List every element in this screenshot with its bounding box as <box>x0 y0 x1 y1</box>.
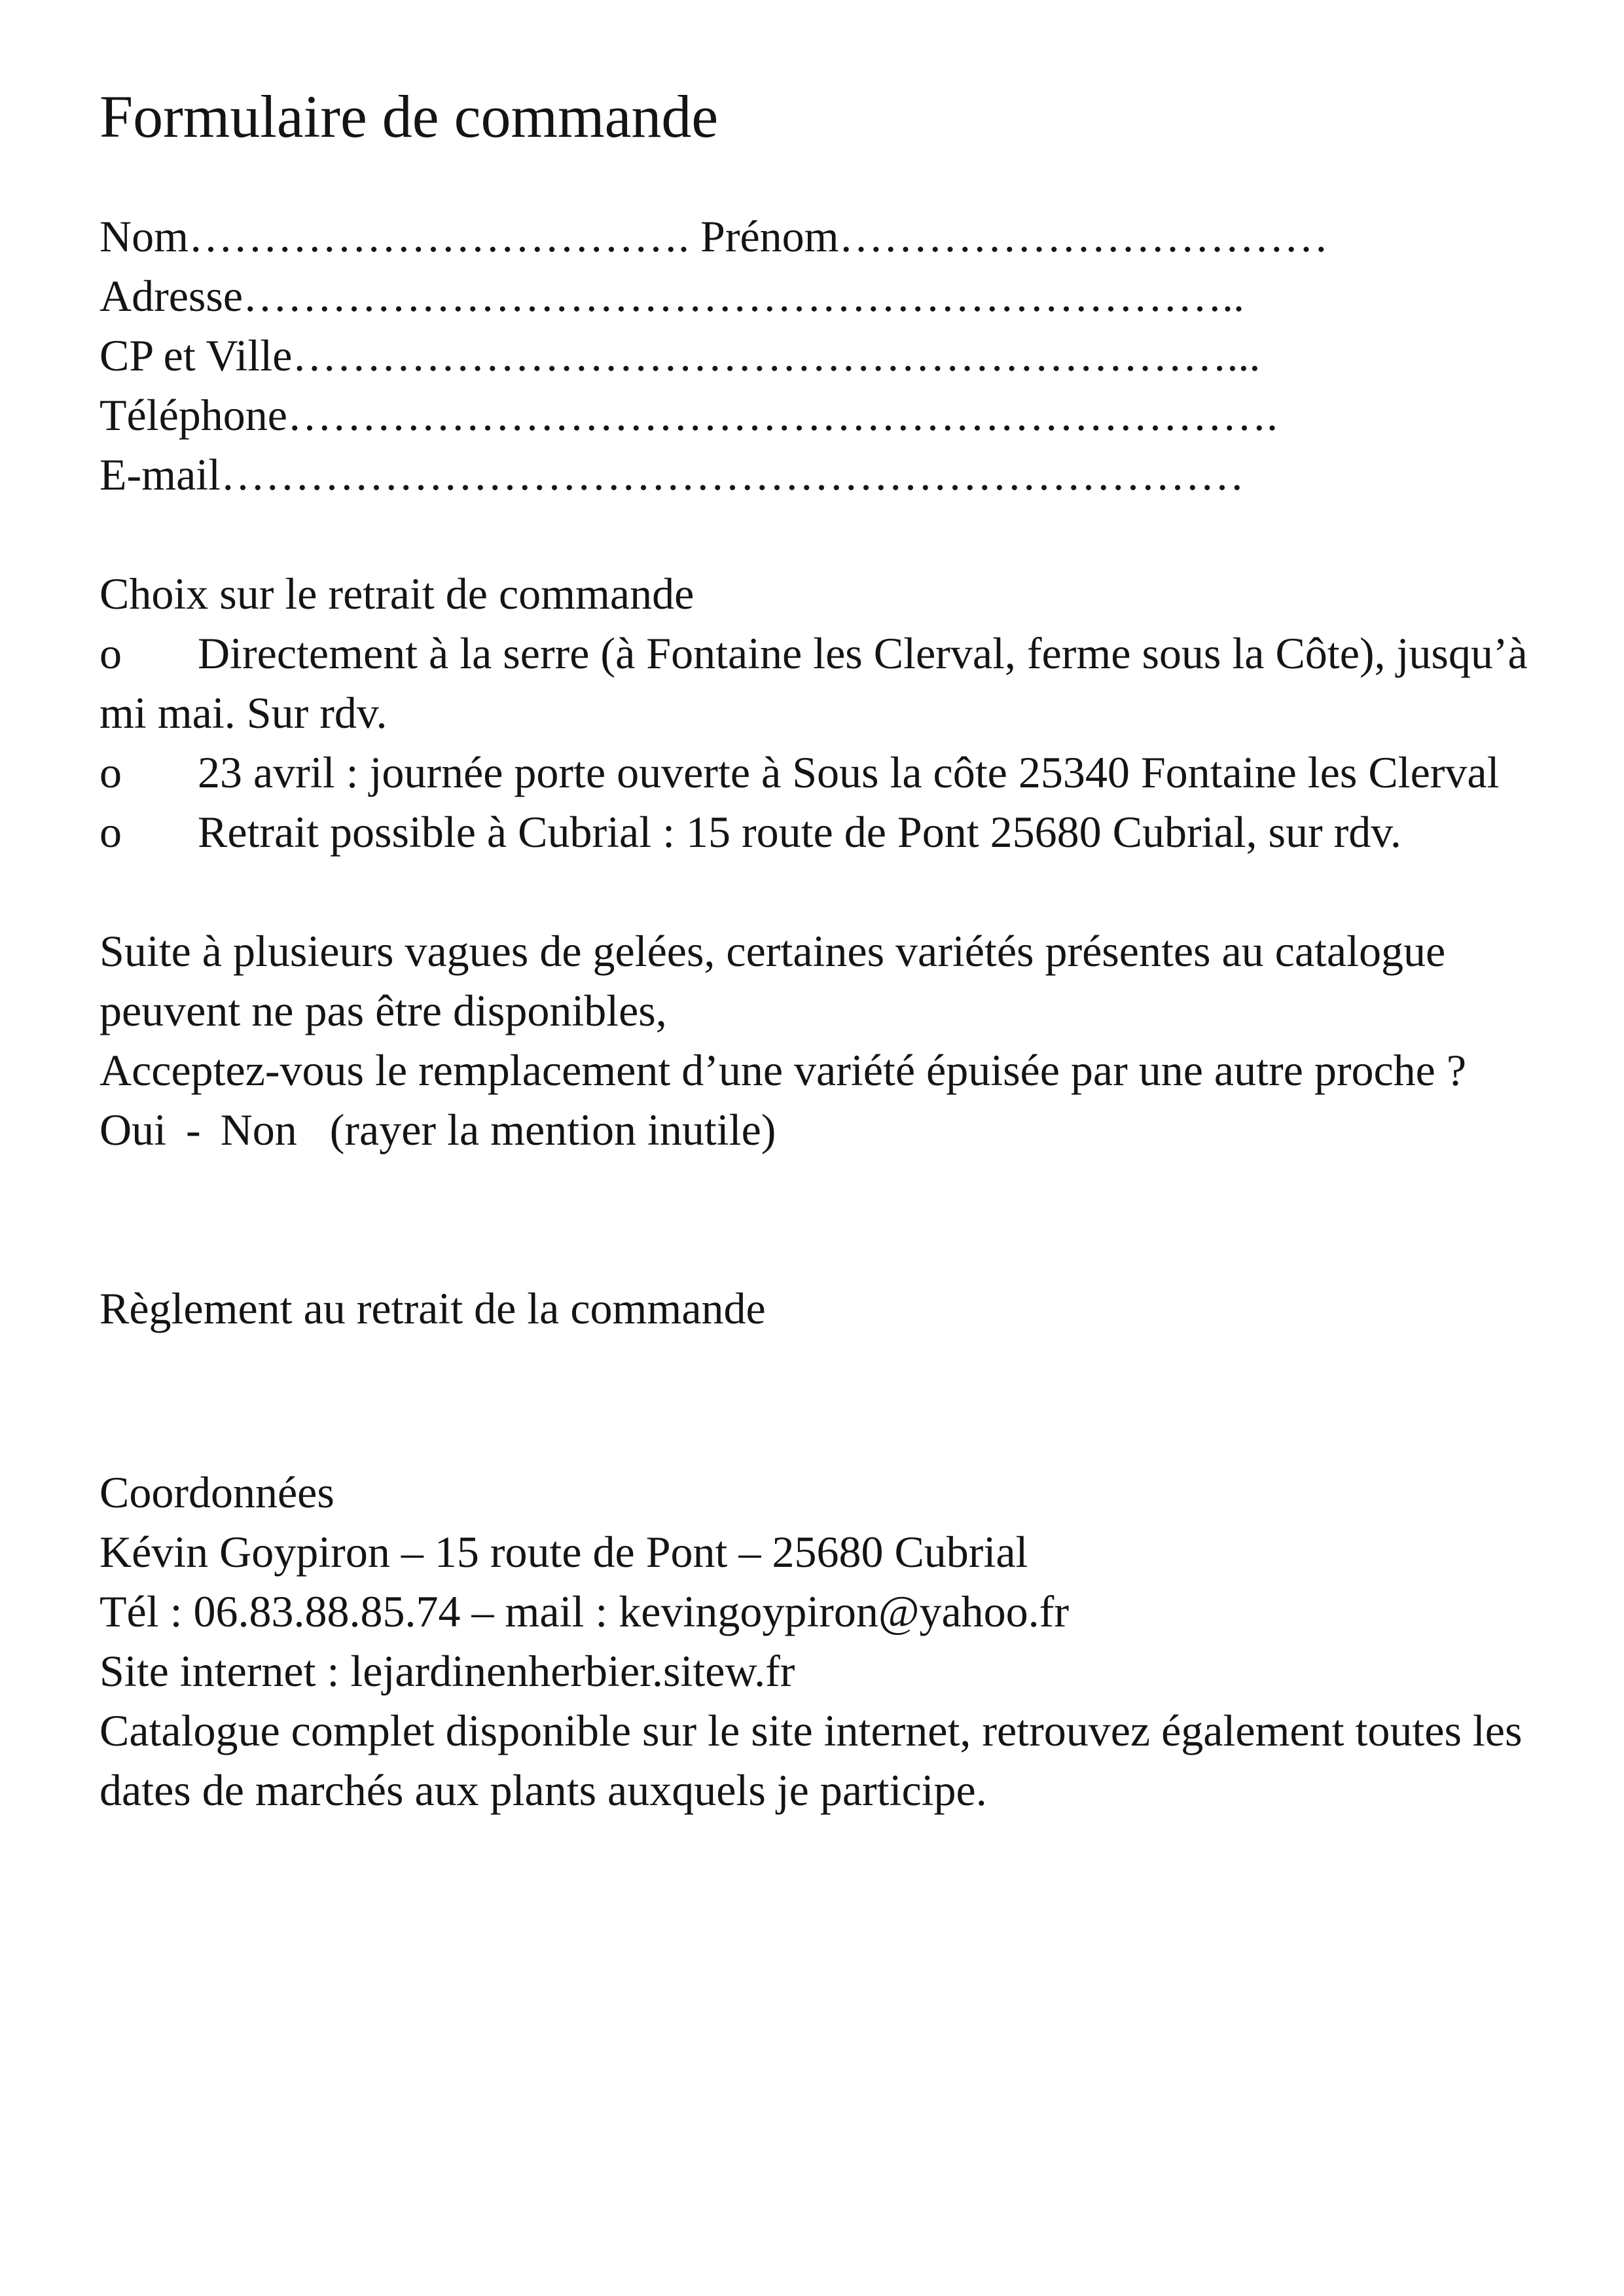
checkbox-marker[interactable]: o <box>99 628 122 678</box>
phone-label: Téléphone <box>99 390 287 440</box>
no-option[interactable]: Non <box>220 1105 297 1155</box>
catalogue-info: Catalogue complet disponible sur le site internet, retrouvez également toutes les dates de marchés aux plants auxquels je participe. <box>99 1706 1523 1815</box>
address-row <box>99 266 1540 326</box>
contact-address: Kévin Goypiron – 15 route de Pont – 25680 Cubrial <box>99 1527 1028 1577</box>
pickup-option-text: Retrait possible à Cubrial : 15 route de Pont 25680 Cubrial, sur rdv. <box>198 807 1401 857</box>
firstname-field[interactable]: …………………………… <box>839 211 1329 261</box>
address-label: Adresse <box>99 271 244 321</box>
pickup-option[interactable] <box>99 624 1540 743</box>
choice-separator: - <box>186 1105 201 1155</box>
yes-option[interactable]: Oui <box>99 1105 166 1155</box>
firstname-label: Prénom <box>700 211 839 261</box>
pickup-option[interactable] <box>99 802 1540 862</box>
address-field[interactable]: ………………………………………………………….. <box>243 271 1245 321</box>
checkbox-marker[interactable]: o <box>99 747 122 797</box>
email-field[interactable]: …………………………………………………………… <box>221 450 1245 499</box>
frost-section <box>99 922 1540 1160</box>
page-title: Formulaire de commande <box>99 83 719 150</box>
phone-field[interactable]: …………………………………………………………. <box>287 390 1278 440</box>
frost-notice: Suite à plusieurs vagues de gelées, certaines variétés présentes au catalogue peuvent ne pas être disponibles, <box>99 926 1446 1035</box>
replacement-question: Acceptez-vous le remplacement d’une variété épuisée par une autre proche ? <box>99 1045 1467 1095</box>
phone-row <box>99 386 1540 445</box>
pickup-option[interactable] <box>99 743 1540 802</box>
customer-fields <box>99 207 1540 505</box>
name-field[interactable]: ……………………………. <box>189 211 700 261</box>
city-label: CP et Ville <box>99 331 293 380</box>
email-row <box>99 445 1540 505</box>
city-field[interactable]: ………………………………………………………... <box>292 331 1261 380</box>
name-label: Nom <box>99 211 189 261</box>
pickup-option-text: 23 avril : journée porte ouverte à Sous la côte 25340 Fontaine les Clerval <box>198 747 1500 797</box>
choice-instruction: (rayer la mention inutile) <box>329 1105 776 1155</box>
contact-phone-mail: Tél : 06.83.88.85.74 – mail : kevingoypiron@yahoo.fr <box>99 1587 1069 1636</box>
contact-section <box>99 1463 1540 1820</box>
pickup-section <box>99 564 1540 862</box>
payment-note: Règlement au retrait de la commande <box>99 1283 766 1333</box>
form-content <box>99 77 1540 1820</box>
replacement-choice <box>99 1100 1540 1160</box>
pickup-heading: Choix sur le retrait de commande <box>99 569 695 619</box>
contact-website: Site internet : lejardinenherbier.sitew.fr <box>99 1646 795 1696</box>
contact-heading: Coordonnées <box>99 1467 334 1517</box>
city-row <box>99 326 1540 386</box>
checkbox-marker[interactable]: o <box>99 807 122 857</box>
pickup-option-text: Directement à la serre (à Fontaine les Clerval, ferme sous la Côte), jusqu’à mi mai. Sur rdv. <box>99 628 1528 738</box>
name-row <box>99 207 1540 266</box>
email-label: E-mail <box>99 450 221 499</box>
